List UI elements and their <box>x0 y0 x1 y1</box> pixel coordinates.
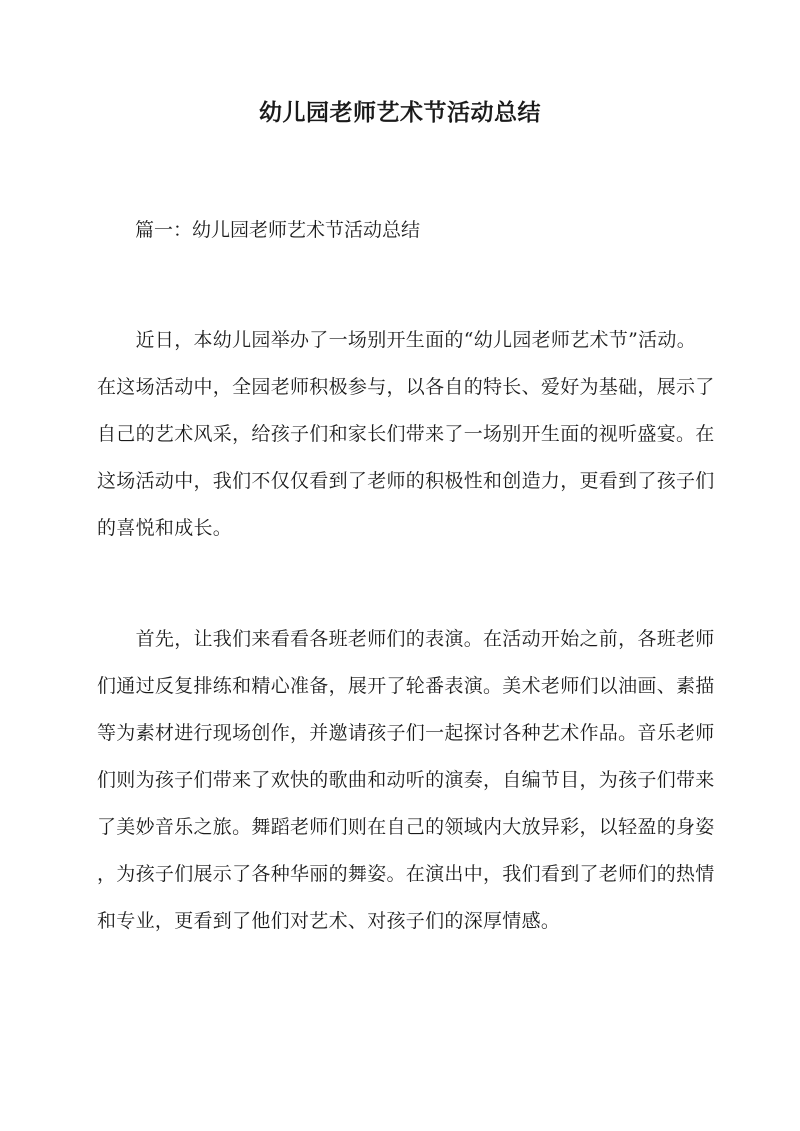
paragraph-line: 等为素材进行现场创作，并邀请孩子们一起探讨各种艺术作品。音乐老师 <box>97 722 715 744</box>
paragraph-line: 首先，让我们来看看各班老师们的表演。在活动开始之前，各班老师 <box>97 628 715 650</box>
paragraph-line: ，为孩子们展示了各种华丽的舞姿。在演出中，我们看到了老师们的热情 <box>97 863 715 885</box>
paragraph-line: 在这场活动中，全园老师积极参与，以各自的特长、爱好为基础，展示了 <box>97 376 715 398</box>
paragraph-line: 自己的艺术风采，给孩子们和家长们带来了一场别开生面的视听盛宴。在 <box>97 423 715 445</box>
paragraph-line: 的喜悦和成长。 <box>97 517 233 539</box>
paragraph-line: 们通过反复排练和精心准备，展开了轮番表演。美术老师们以油画、素描 <box>97 675 715 697</box>
paragraph-line: 们则为孩子们带来了欢快的歌曲和动听的演奏，自编节目，为孩子们带来 <box>97 769 715 791</box>
paragraph-2 <box>97 624 715 953</box>
paragraph-line: 近日，本幼儿园举办了一场别开生面的“幼儿园老师艺术节”活动。 <box>97 329 697 351</box>
paragraph-1 <box>97 325 715 560</box>
paragraph-line: 这场活动中，我们不仅仅看到了老师的积极性和创造力，更看到了孩子们 <box>97 470 715 492</box>
paragraph-line: 和专业，更看到了他们对艺术、对孩子们的深厚情感。 <box>97 910 561 932</box>
section-heading: 篇一：幼儿园老师艺术节活动总结 <box>135 219 421 241</box>
paragraph-line: 了美妙音乐之旅。舞蹈老师们则在自己的领域内大放异彩，以轻盈的身姿 <box>97 816 715 838</box>
document-title: 幼儿园老师艺术节活动总结 <box>259 99 541 126</box>
